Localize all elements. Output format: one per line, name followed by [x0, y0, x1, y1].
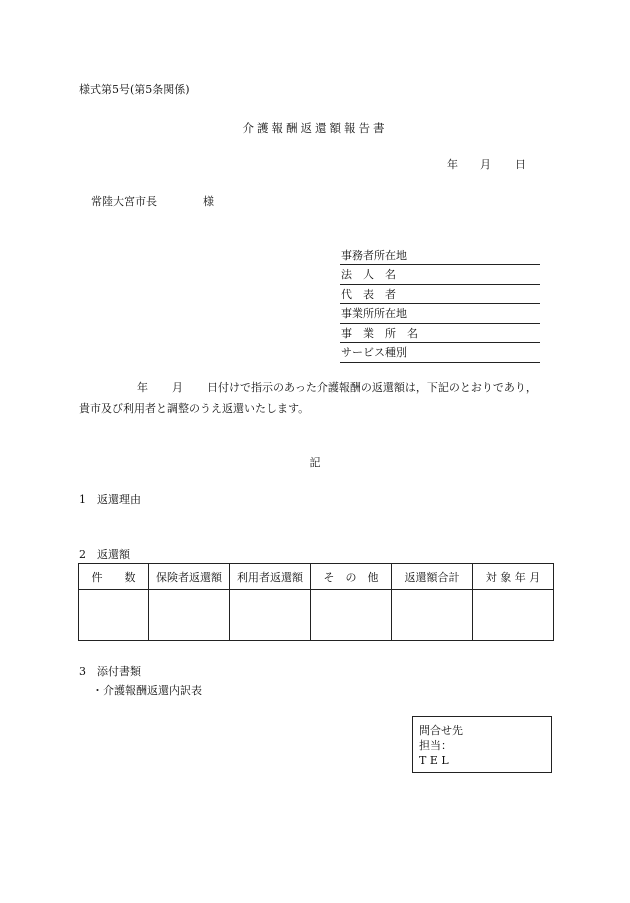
date-month: 月: [480, 158, 491, 171]
attachment-item: ・介護報酬返還内訳表: [92, 684, 202, 697]
addressee-honorific: 様: [203, 195, 214, 208]
return-amount-table: [78, 563, 554, 641]
date-line: [447, 156, 526, 172]
table-row: [79, 590, 554, 641]
body-year: 年: [137, 381, 148, 394]
field-facility-name[interactable]: 事 業 所 名: [340, 324, 540, 344]
header-count: 件 数: [79, 564, 149, 590]
form-number: 様式第5号(第5条関係): [79, 83, 190, 96]
body-line1: 日付けで指示のあった介護報酬の返還額は，下記のとおりであり，: [207, 381, 537, 394]
contact-box: [412, 716, 552, 773]
addressee-name: 常陸大宮市長: [91, 195, 157, 208]
date-year: 年: [447, 158, 458, 171]
cell-insurer-return[interactable]: [149, 590, 230, 641]
header-total: 返還額合計: [392, 564, 473, 590]
field-service-type[interactable]: サービス種別: [340, 343, 540, 363]
document-title: 介護報酬返還額報告書: [242, 121, 388, 135]
cell-other[interactable]: [311, 590, 392, 641]
section-return-amount: 2 返還額: [79, 548, 130, 561]
cell-user-return[interactable]: [230, 590, 311, 641]
body-month: 月: [172, 381, 183, 394]
contact-label: 問合せ先: [419, 724, 463, 737]
cell-count[interactable]: [79, 590, 149, 641]
section-return-reason: 1 返還理由: [79, 493, 141, 506]
applicant-fields: [340, 247, 540, 363]
contact-person: 担当：: [419, 739, 452, 752]
header-user-return: 利用者返還額: [230, 564, 311, 590]
field-corporation-name[interactable]: 法 人 名: [340, 265, 540, 285]
table-header-row: [79, 564, 554, 590]
cell-total[interactable]: [392, 590, 473, 641]
body-paragraph: [79, 377, 559, 419]
body-line2: 貴市及び利用者と調整のうえ返還いたします。: [79, 402, 310, 415]
header-target-month: 対 象 年 月: [473, 564, 554, 590]
date-day: 日: [515, 158, 526, 171]
cell-target-month[interactable]: [473, 590, 554, 641]
header-other: そ の 他: [311, 564, 392, 590]
field-representative[interactable]: 代 表 者: [340, 285, 540, 305]
section-attachments: 3 添付書類: [79, 665, 141, 678]
addressee: [91, 193, 214, 209]
ki-marker: 記: [309, 456, 321, 469]
contact-tel: T E L: [419, 754, 449, 767]
header-insurer-return: 保険者返還額: [149, 564, 230, 590]
field-facility-address[interactable]: 事業所所在地: [340, 304, 540, 324]
field-office-address[interactable]: 事務者所在地: [340, 247, 540, 265]
